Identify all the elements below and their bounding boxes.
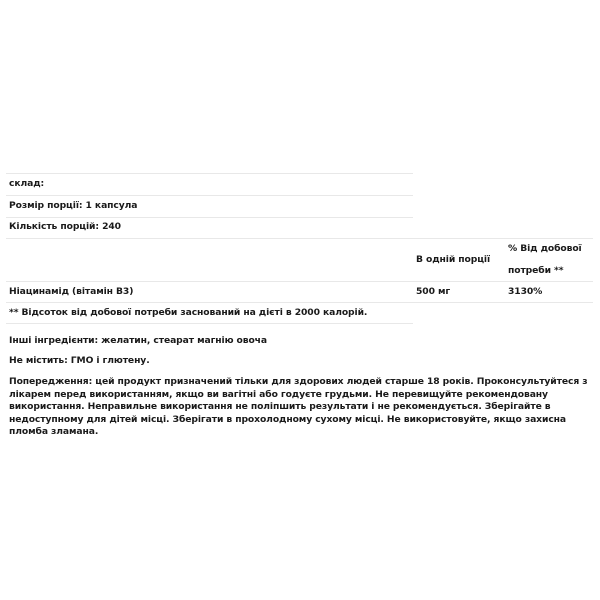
header-daily-value-line2: потреби ** (508, 265, 564, 276)
header-daily-value-line1: % Від добової (508, 243, 582, 254)
ingredient-amount: 500 мг (416, 286, 451, 297)
servings-count: Кількість порцій: 240 (9, 221, 121, 232)
row-divider (6, 281, 593, 282)
row-divider (6, 238, 593, 239)
serving-size: Розмір порції: 1 капсула (9, 200, 138, 211)
row-divider (6, 195, 413, 196)
row-divider (6, 302, 593, 303)
row-divider (6, 217, 413, 218)
footnote: ** Відсоток від добової потреби заснований на дієті в 2000 калорій. (9, 307, 368, 318)
warning-text: Попередження: цей продукт призначений тільки для здорових людей старше 18 років. Проконсультуйтеся з лікарем перед використанням, якщо ви вагітні або годуєте грудьми. Не перевищуйте рекомендовану використання. Неправильне використання не поліпшить результати і не рекомендується. Зберігайте в недоступному для дітей місці. Зберігати в прохолодному сухому місці. Не використовуйте, якщо захисна пломба зламана. (9, 376, 588, 437)
other-ingredients: Інші інгредієнти: желатин, стеарат магнію овоча (9, 335, 267, 346)
free-from: Не містить: ГМО і глютену. (9, 355, 150, 366)
header-per-serving: В одній порції (416, 254, 491, 265)
row-divider (6, 173, 413, 174)
row-divider (6, 323, 413, 324)
ingredient-daily-value: 3130% (508, 286, 543, 297)
ingredient-name: Ніацинамід (вітамін B3) (9, 286, 134, 297)
composition-label: склад: (9, 178, 45, 189)
